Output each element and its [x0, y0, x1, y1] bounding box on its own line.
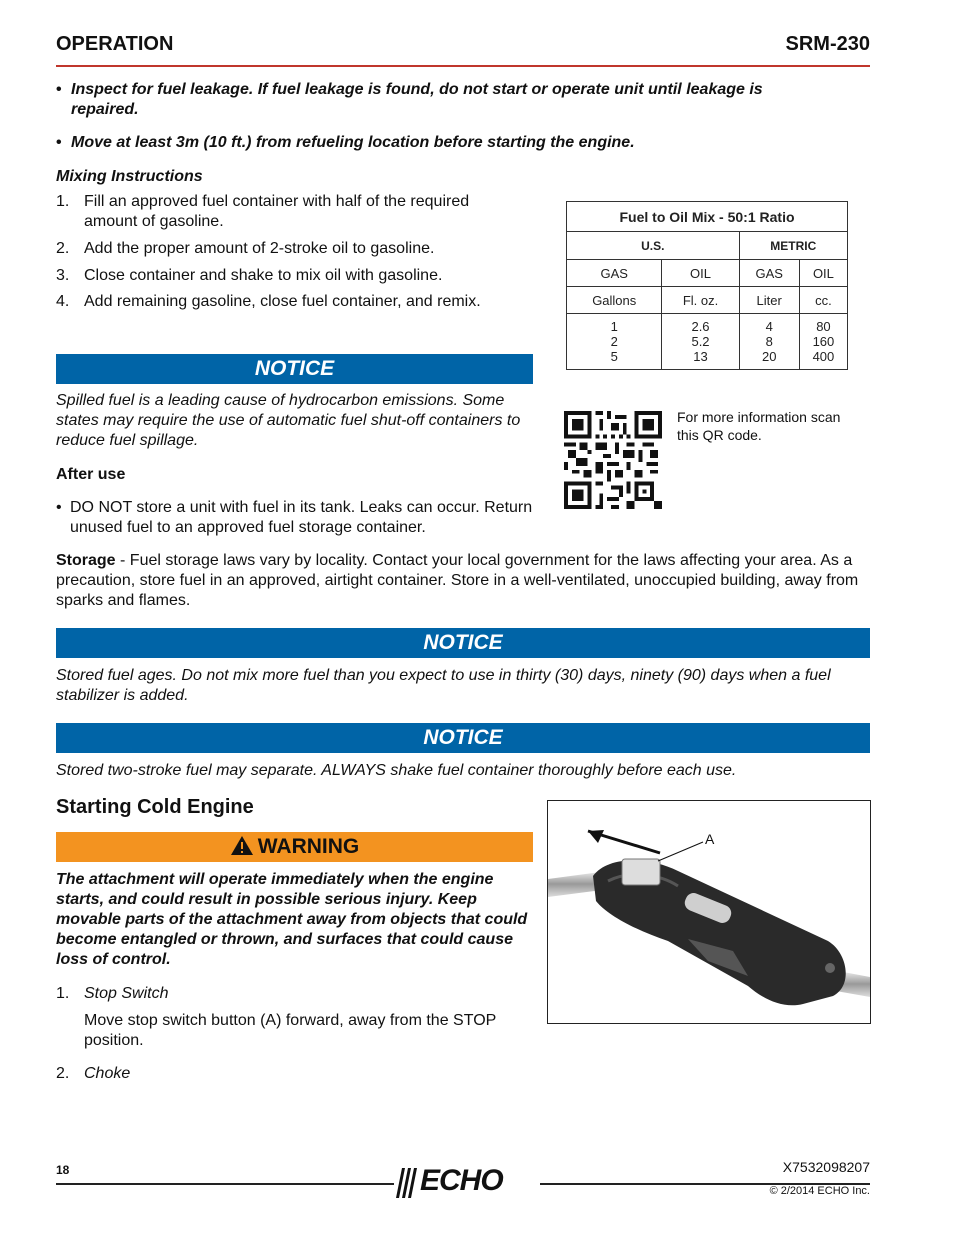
header-rule: [56, 65, 870, 67]
notice-text: Stored fuel ages. Do not mix more fuel than you expect to use in thirty (30) days, ninety (90) days when a fuel stabilizer is added.: [56, 667, 831, 704]
warning-triangle-icon: [230, 835, 254, 856]
figure-label: A: [705, 831, 715, 847]
notice-text: Stored two-stroke fuel may separate. ALWAYS shake fuel container thoroughly before each use.: [56, 762, 737, 779]
notice-banner: NOTICE: [56, 628, 870, 658]
step-number: 1.: [56, 985, 70, 1002]
list-item: 2. Add the proper amount of 2-stroke oil to gasoline.: [56, 240, 435, 257]
list-item: 1. Fill an approved fuel container with half of the required amount of gasoline.: [56, 193, 470, 230]
notice-banner: NOTICE: [56, 354, 533, 384]
handle-illustration: [547, 800, 871, 1024]
table-header: GAS: [739, 260, 799, 287]
qr-code[interactable]: [564, 410, 662, 510]
step-text: Move stop switch button (A) forward, away from the STOP position.: [84, 1012, 497, 1049]
footer-rule-left: [56, 1183, 394, 1185]
after-use-title: After use: [56, 466, 126, 483]
step-title: Choke: [84, 1065, 131, 1082]
table-cell: 4 8 20: [739, 314, 799, 370]
notice-text: Spilled fuel is a leading cause of hydrocarbon emissions. Some states may require the use of automatic fuel shut-off containers to reduce fuel spillage.: [56, 392, 521, 449]
notice-banner: NOTICE: [56, 723, 870, 753]
table-unit: Fl. oz.: [662, 287, 739, 314]
logo-stripes-icon: [396, 1168, 420, 1198]
model-number: SRM-230: [785, 33, 870, 55]
after-use-bullet: • DO NOT store a unit with fuel in its tank. Leaks can occur. Return unused fuel to an approved fuel storage container.: [56, 499, 533, 536]
table-group: METRIC: [739, 232, 847, 260]
list-item: 4. Add remaining gasoline, close fuel container, and remix.: [56, 293, 481, 310]
page-number: 18: [56, 1163, 70, 1177]
warning-text: The attachment will operate immediately when the engine starts, and could result in possible serious injury. Keep movable parts of the attachment away from objects that could become entangled or thrown, and surfaces that could cause loss of control.: [56, 871, 528, 968]
copyright: © 2/2014 ECHO Inc.: [769, 1185, 870, 1197]
part-number: X7532098207: [782, 1159, 870, 1175]
step-title: Stop Switch: [84, 985, 169, 1002]
warning-bullet: • Inspect for fuel leakage. If fuel leakage is found, do not start or operate unit until leakage is repaired.: [56, 81, 763, 118]
storage-paragraph: Storage - Fuel storage laws vary by locality. Contact your local government for the laws affecting your area. As a precaution, store fuel in an approved, airtight container. Store in a well-ventilated, unoccupied building, away from sparks and flames.: [56, 552, 859, 609]
table-title: Fuel to Oil Mix - 50:1 Ratio: [567, 202, 848, 232]
table-group: U.S.: [567, 232, 740, 260]
table-header: GAS: [567, 260, 662, 287]
table-unit: Liter: [739, 287, 799, 314]
table-header: OIL: [799, 260, 847, 287]
table-cell: 1 2 5: [567, 314, 662, 370]
list-item: 3. Close container and shake to mix oil with gasoline.: [56, 267, 443, 284]
echo-logo: ECHO: [396, 1167, 536, 1199]
table-unit: Gallons: [567, 287, 662, 314]
table-header: OIL: [662, 260, 739, 287]
warning-banner: WARNING: [56, 832, 533, 862]
fuel-mix-table: [566, 201, 848, 370]
table-cell: 2.6 5.2 13: [662, 314, 739, 370]
warning-bullet: • Move at least 3m (10 ft.) from refueling location before starting the engine.: [56, 134, 635, 151]
table-unit: cc.: [799, 287, 847, 314]
section-heading: Starting Cold Engine: [56, 796, 254, 818]
mixing-title: Mixing Instructions: [56, 168, 203, 185]
qr-caption: For more information scan this QR code.: [677, 409, 841, 443]
step-number: 2.: [56, 1065, 70, 1082]
section-title: OPERATION: [56, 33, 174, 55]
table-cell: 80 160 400: [799, 314, 847, 370]
